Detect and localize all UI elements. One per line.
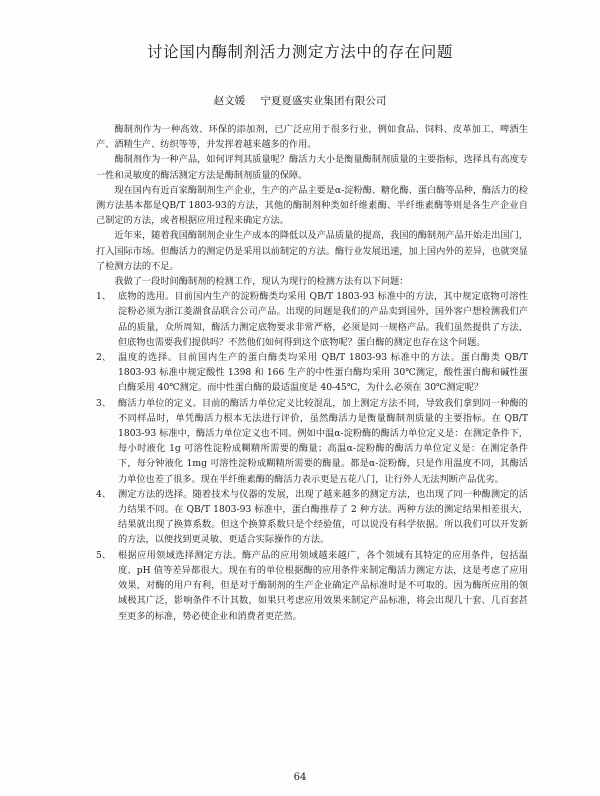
list-item <box>96 396 528 487</box>
paragraph: 酶制剂作为一种高效、环保的添加剂，已广泛应用于很多行业，例如食品、饲料、皮革加工、啤酒生产、酒精生产、纺织等等，并发挥着越来越多的作用。 <box>96 124 528 151</box>
paragraph: 酶制剂作为一种产品，如何评判其质量呢？酶活力大小是衡量酶制剂质量的主要指标，选择具有高度专一性和灵敏度的酶活测定方法是酶制剂质量的保障。 <box>96 154 528 181</box>
list-item-number: 5、 <box>96 549 112 561</box>
list-item <box>96 548 528 624</box>
list-item-text: 根据应用领域选择测定方法。酶产品的应用领域越来越广，各个领域有其特定的应用条件，包括温度、pH 值等差异都很大。现在有的单位根据酶的应用条件来制定酶活力测定方法，这是考虑了应用效果，对酶的用户有利，但是对于酶制剂的生产企业确定产品标准时是不可取的。因为酶所应用的领域极其广泛，影响条件不计其数，如果只考虑应用效果来制定产品标准，将会出现几十套、几百套甚至更多的标准，势必使企业和消费者更茫然。 <box>118 549 528 622</box>
list-item-number: 1、 <box>96 291 112 303</box>
list-item-text: 测定方法的选择。随着技术与仪器的发展，出现了越来越多的测定方法，也出现了同一种酶测定的活力结果不同。在 QB/T 1803-93 标准中，蛋白酶推荐了 2 种方法。两种方法的测定结果相差很大，结果就出现了换算系数。但这个换算系数只是个经验值，可以说没有科学依据。所以我们可以开发新的方法，以便找到更灵敏、更适合实际操作的方法。 <box>118 488 528 546</box>
paragraph: 现在国内有近百家酶制剂生产企业，生产的产品主要是α-淀粉酶、糖化酶、蛋白酶等品种，酶活力的检测方法基本都是QB/T 1803-93的方法，其他的酶制剂种类如纤维素酶、半纤维素酶等则是各生产企业自己制定的方法，或者根据应用过程来确定方法。 <box>96 184 528 227</box>
list-item <box>96 487 528 548</box>
list-item-number: 4、 <box>96 488 112 500</box>
list-item-number: 3、 <box>96 397 112 409</box>
paragraph: 近年来，随着我国酶制剂企业生产成本的降低以及产品质量的提高，我国的酶制剂产品开始走出国门，打入国际市场。但酶活力的测定仍是采用以前制定的方法。酶行业发展迅速，加上国内外的差异，也就突显了检测方法的不足。 <box>96 230 528 272</box>
page-number: 64 <box>293 772 307 783</box>
paper-title: 讨论国内酶制剂活力测定方法中的存在问题 <box>147 43 453 61</box>
byline <box>0 93 600 108</box>
author-name: 赵文媛 <box>213 95 246 107</box>
list-item <box>96 350 528 396</box>
list-item-text: 酶活力单位的定义。目前的酶活力单位定义比较混乱，加上测定方法不同，导致我们拿到同一种酶的不同样品时，单凭酶活力根本无法进行评价，虽然酶活力是衡量酶制剂质量的主要指标。在 QB/T 1803-93 标准中，酶活力单位定义也不同。例如中温α-淀粉酶的酶活力单位定义是：在测定条件下，每小时液化 1g 可溶性淀粉成糊精所需要的酶量；高温α-淀粉酶的酶活力单位定义是：在测定条件下，每分钟液化 1mg 可溶性淀粉成糊精所需要的酶量。都是α-淀粉酶，只是作用温度不同，其酶活力单位也差了很多。现在半纤维素酶的酶活力表示更是五花八门，让行外人无法判断产品优劣。 <box>118 397 528 485</box>
article-body <box>96 122 528 624</box>
author-affiliation: 宁夏夏盛实业集团有限公司 <box>260 95 387 107</box>
list-item-number: 2、 <box>96 352 112 364</box>
list-item-text: 底物的选用。目前国内生产的淀粉酶类均采用 QB/T 1803-93 标准中的方法，其中规定底物可溶性淀粉必须为浙江菱湖食品联合公司产品。出现的问题是我们的产品卖到国外，国外客户想检测我们产品的质量，众所周知，酶活力测定底物要求非常严格，必须是同一规格产品。我们虽然提供了方法，但底物也需要我们提供吗？不然他们如何得到这个底物呢？蛋白酶的测定也存在这个问题。 <box>118 291 528 348</box>
list-item <box>96 289 528 350</box>
list-item-text: 温度的选择。目前国内生产的蛋白酶类均采用 QB/T 1803-93 标准中的方法。蛋白酶类 QB/T 1803-93 标准中规定酸性 1398 和 166 生产的中性蛋白酶均采用 30℃测定，酸性蛋白酶和碱性蛋白酶采用 40℃测定。而中性蛋白酶的最适温度是 40-45℃，为什么必须在 30℃测定呢？ <box>118 352 528 394</box>
paragraph: 我做了一段时间酶制剂的检测工作，现认为现行的检测方法有以下问题： <box>114 276 409 288</box>
